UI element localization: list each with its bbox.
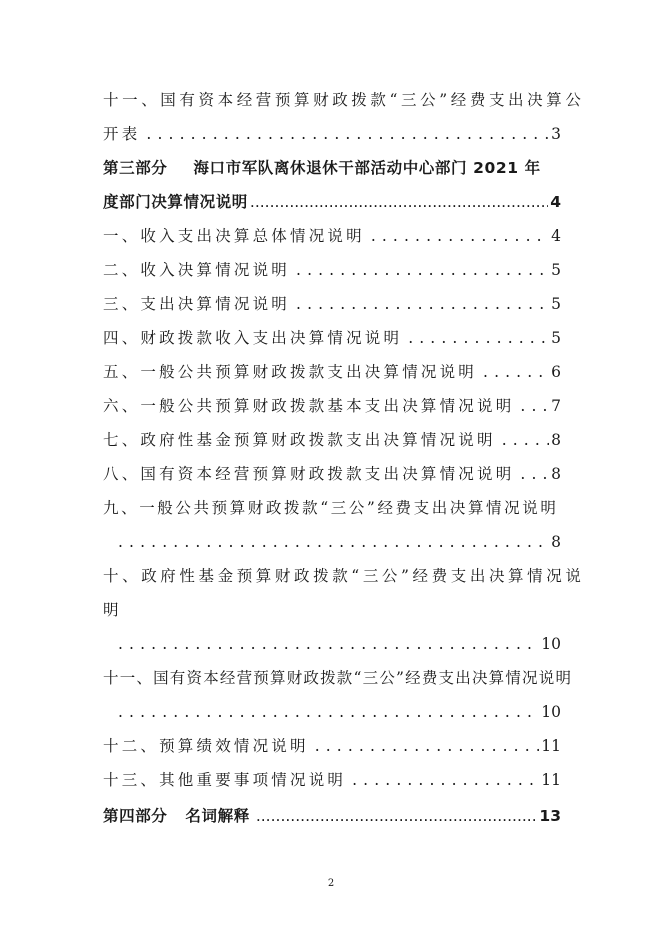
toc-leader-dots (118, 532, 549, 552)
toc-leader-dots (520, 464, 549, 484)
toc-entry-text: 五、一般公共预算财政拨款支出决算情况说明 (103, 363, 478, 381)
toc-item-2[interactable] (103, 252, 561, 280)
toc-page-number: 11 (541, 737, 561, 755)
toc-page-number: 8 (551, 533, 561, 551)
toc-entry-text: 明 (103, 601, 122, 619)
toc-item-9-line-1 (103, 490, 561, 518)
toc-item-3[interactable] (103, 286, 561, 314)
part3-label: 第三部分 (103, 159, 168, 177)
toc-item-11-line-1 (103, 660, 573, 688)
toc-item-8[interactable] (103, 456, 561, 484)
toc-part3-line-2[interactable] (103, 184, 561, 212)
toc-entry-text: 开表 (103, 125, 141, 143)
toc-page-number: 3 (551, 125, 561, 143)
part4-title: 名词解释 (185, 807, 250, 825)
toc-part3-line-1 (103, 150, 561, 178)
part4-label: 第四部分 (103, 807, 168, 825)
toc-leader-dots (296, 294, 549, 314)
toc-page-number: 4 (550, 193, 561, 211)
toc-entry-text: 六、一般公共预算财政拨款基本支出决算情况说明 (103, 397, 515, 415)
toc-part4[interactable] (103, 798, 561, 826)
toc-item-12[interactable] (103, 728, 561, 756)
toc-entry-text: 十一、国有资本经营预算财政拨款“三公”经费支出决算情况说明 (103, 669, 573, 687)
toc-page-number: 6 (551, 363, 561, 381)
toc-leader-dots (483, 362, 549, 382)
toc-leader-dots (352, 770, 539, 790)
toc-item-10-line-2 (103, 592, 561, 620)
toc-item-7[interactable] (103, 422, 561, 450)
toc-item-6[interactable] (103, 388, 561, 416)
toc-page-number: 5 (551, 329, 561, 347)
toc-page-number: 11 (541, 771, 561, 789)
toc-leader-dots (296, 260, 549, 280)
toc-entry-text: 一、收入支出决算总体情况说明 (103, 227, 365, 245)
toc-entry-11-line-2[interactable] (103, 116, 561, 144)
toc-entry-text: 十一、国有资本经营预算财政拨款“三公”经费支出决算公 (103, 91, 585, 109)
toc-entry-text: 十、政府性基金预算财政拨款“三公”经费支出决算情况说 (103, 567, 585, 585)
toc-leader-dots (520, 396, 549, 416)
toc-page-number: 5 (551, 295, 561, 313)
toc-item-5[interactable] (103, 354, 561, 382)
toc-leader-dots (256, 806, 538, 826)
toc-item-13[interactable] (103, 762, 561, 790)
toc-item-10-line-1 (103, 558, 585, 586)
toc-leader-dots (118, 702, 539, 722)
toc-page-number: 4 (551, 227, 561, 245)
toc-entry-text: 二、收入决算情况说明 (103, 261, 291, 279)
toc-entry-text: 八、国有资本经营预算财政拨款支出决算情况说明 (103, 465, 515, 483)
toc-item-11-line-2[interactable] (118, 694, 561, 722)
toc-entry-text: 十三、其他重要事项情况说明 (103, 771, 347, 789)
toc-page-number: 5 (551, 261, 561, 279)
toc-leader-dots (118, 634, 539, 654)
toc-entry-text: 四、财政拨款收入支出决算情况说明 (103, 329, 403, 347)
toc-entry-text: 十二、预算绩效情况说明 (103, 737, 309, 755)
toc-leader-dots (408, 328, 549, 348)
toc-leader-dots (146, 124, 549, 144)
toc-item-10-line-3[interactable] (118, 626, 561, 654)
toc-page-number: 13 (539, 807, 561, 825)
part3-title: 海口市军队离休退休干部活动中心部门 2021 年 (193, 159, 541, 177)
page-footer-number: 2 (327, 878, 335, 889)
toc-entry-11-line-1 (103, 82, 585, 110)
toc-entry-text: 三、支出决算情况说明 (103, 295, 291, 313)
toc-page-number: 10 (541, 635, 561, 653)
toc-item-1[interactable] (103, 218, 561, 246)
toc-item-9-line-2[interactable] (118, 524, 561, 552)
toc-page-number: 8 (551, 431, 561, 449)
toc-page-number: 7 (551, 397, 561, 415)
toc-leader-dots (250, 192, 548, 212)
toc-leader-dots (502, 430, 549, 450)
toc-leader-dots (371, 226, 549, 246)
toc-entry-text: 九、一般公共预算财政拨款“三公”经费支出决算情况说明 (103, 499, 559, 517)
toc-page-number: 10 (541, 703, 561, 721)
toc-entry-text: 七、政府性基金预算财政拨款支出决算情况说明 (103, 431, 496, 449)
toc-page-number: 8 (551, 465, 561, 483)
toc-item-4[interactable] (103, 320, 561, 348)
toc-leader-dots (315, 736, 540, 756)
part3-title-cont: 度部门决算情况说明 (103, 193, 248, 211)
